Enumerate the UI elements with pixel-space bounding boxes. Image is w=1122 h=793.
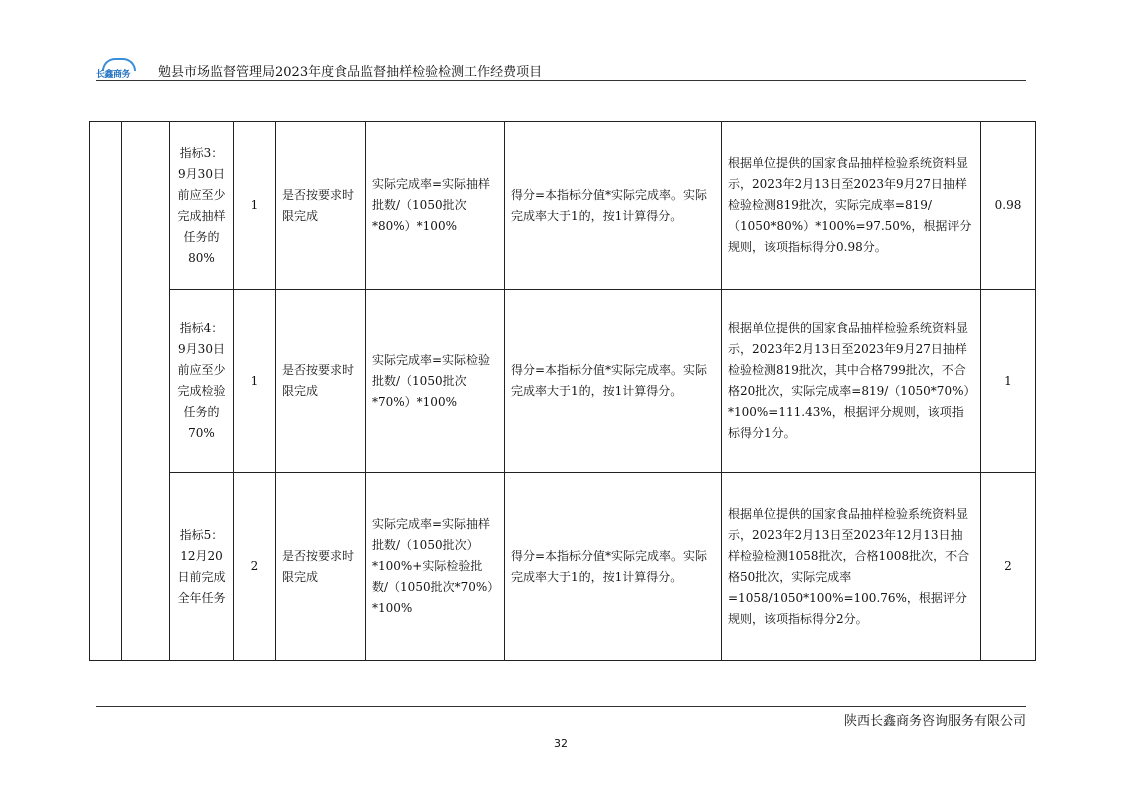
evaluation-table xyxy=(89,121,1036,661)
indicator-question: 是否按要求时限完成 xyxy=(276,473,366,661)
logo-text: 长鑫商务 xyxy=(96,70,131,80)
indicator-name: 指标4：9月30日前应至少完成检验任务的70% xyxy=(170,290,234,473)
indicator-weight: 1 xyxy=(234,290,276,473)
document-title: 勉县市场监督管理局2023年度食品监督抽样检验检测工作经费项目 xyxy=(158,65,543,80)
table-row xyxy=(90,473,1036,661)
scoring-rule: 得分=本指标分值*实际完成率。实际完成率大于1的，按1计算得分。 xyxy=(505,122,722,290)
indicator-score: 1 xyxy=(981,290,1036,473)
footer-company: 陕西长鑫商务咨询服务有限公司 xyxy=(843,714,1026,729)
subcategory-cell xyxy=(122,122,170,661)
indicator-score: 0.98 xyxy=(981,122,1036,290)
table-row xyxy=(90,122,1036,290)
indicator-formula: 实际完成率=实际抽样批数/（1050批次）*100%+实际检验批数/（1050批次*70%）*100% xyxy=(366,473,505,661)
indicator-formula: 实际完成率=实际抽样批数/（1050批次*80%）*100% xyxy=(366,122,505,290)
table-row xyxy=(90,290,1036,473)
footer-divider xyxy=(96,706,1026,707)
page-number: 32 xyxy=(554,737,568,750)
indicator-name: 指标3：9月30日前应至少完成抽样任务的80% xyxy=(170,122,234,290)
evaluation-evidence: 根据单位提供的国家食品抽样检验系统资料显示，2023年2月13日至2023年9月27日抽样检验检测819批次，实际完成率=819/（1050*80%）*100%=97.50%，根据评分规则，该项指标得分0.98分。 xyxy=(722,122,981,290)
indicator-weight: 2 xyxy=(234,473,276,661)
indicator-score: 2 xyxy=(981,473,1036,661)
company-logo xyxy=(96,58,144,78)
indicator-question: 是否按要求时限完成 xyxy=(276,122,366,290)
scoring-rule: 得分=本指标分值*实际完成率。实际完成率大于1的，按1计算得分。 xyxy=(505,290,722,473)
indicator-formula: 实际完成率=实际检验批数/（1050批次*70%）*100% xyxy=(366,290,505,473)
indicator-weight: 1 xyxy=(234,122,276,290)
indicator-name: 指标5：12月20日前完成全年任务 xyxy=(170,473,234,661)
header-divider xyxy=(96,80,1026,81)
category-cell xyxy=(90,122,122,661)
evaluation-evidence: 根据单位提供的国家食品抽样检验系统资料显示，2023年2月13日至2023年9月27日抽样检验检测819批次，其中合格799批次，不合格20批次，实际完成率=819/（1050*70%）*100%=111.43%，根据评分规则，该项指标得分1分。 xyxy=(722,290,981,473)
scoring-rule: 得分=本指标分值*实际完成率。实际完成率大于1的，按1计算得分。 xyxy=(505,473,722,661)
indicator-question: 是否按要求时限完成 xyxy=(276,290,366,473)
evaluation-evidence: 根据单位提供的国家食品抽样检验系统资料显示，2023年2月13日至2023年12月13日抽样检验检测1058批次，合格1008批次，不合格50批次，实际完成率=1058/1050*100%=100.76%，根据评分规则，该项指标得分2分。 xyxy=(722,473,981,661)
page-header xyxy=(96,56,1026,82)
